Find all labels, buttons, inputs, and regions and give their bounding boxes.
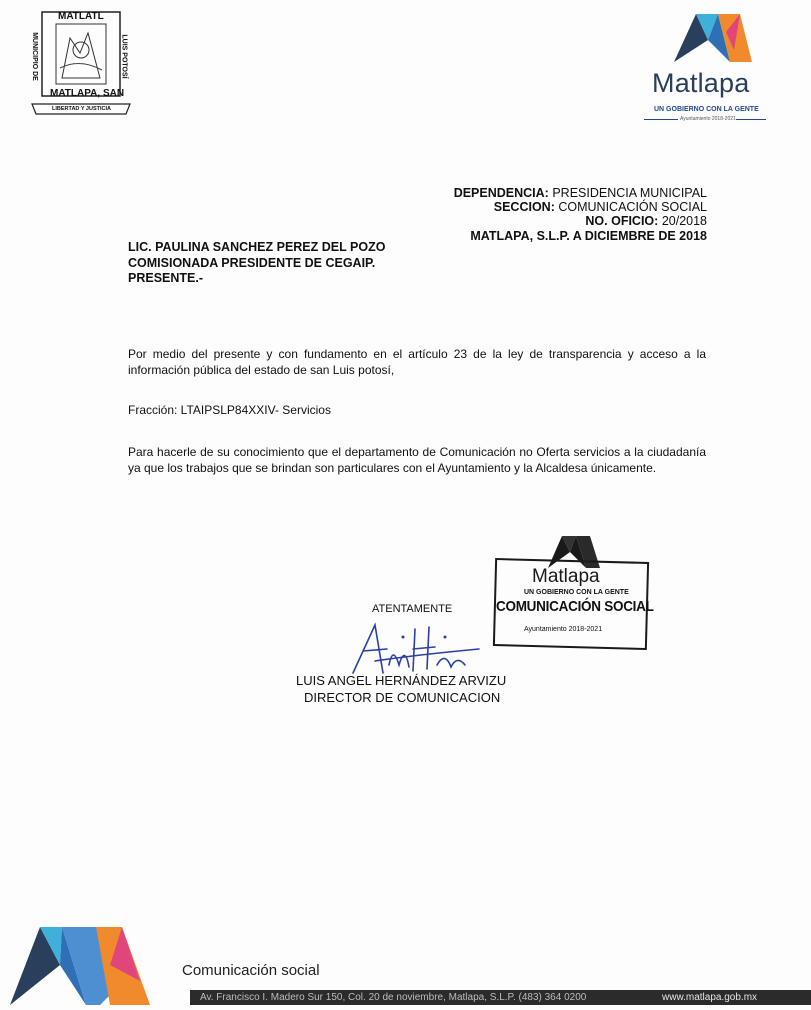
seal-side-left: MUNICIPIO DE xyxy=(30,32,38,81)
oficio-value: 20/2018 xyxy=(661,214,707,228)
recipient-name: LIC. PAULINA SANCHEZ PEREZ DEL POZO xyxy=(128,240,386,254)
footer-title: Comunicación social xyxy=(182,962,320,979)
stamp-period: Ayuntamiento 2018-2021 xyxy=(524,626,603,633)
department-stamp xyxy=(494,536,654,646)
oficio-label: NO. OFICIO: xyxy=(585,214,659,228)
paragraph-conocimiento xyxy=(128,444,706,476)
paragraph-conocimiento-line1: Para hacerle de su conocimiento que el departamento de Comunicación no Oferta servicios a la ciudadanía xyxy=(128,445,706,459)
stamp-department: COMUNICACIÓN SOCIAL xyxy=(496,598,654,615)
footer-logo-mark xyxy=(0,925,190,1005)
seal-name-top: MATLATL xyxy=(58,11,104,22)
matlapa-logo-mark xyxy=(640,10,770,70)
signer-name: LUIS ANGEL HERNÁNDEZ ARVIZU xyxy=(296,673,507,688)
header-oficio xyxy=(585,214,707,228)
closing-atentamente: ATENTAMENTE xyxy=(372,603,453,615)
logo-slogan: UN GOBIERNO CON LA GENTE xyxy=(654,106,759,113)
stamp-slogan: UN GOBIERNO CON LA GENTE xyxy=(524,589,629,596)
header-place-date: MATLAPA, S.L.P. A DICIEMBRE DE 2018 xyxy=(470,229,707,243)
dependencia-label: DEPENDENCIA: xyxy=(453,186,549,200)
paragraph-fundamento-line2: información pública del estado de san Luis potosí, xyxy=(128,363,395,377)
seal-name-bottom: MATLAPA, SAN xyxy=(50,88,125,99)
logo-period: Ayuntamiento 2018-2021 xyxy=(680,116,736,122)
municipal-seal xyxy=(30,8,140,120)
paragraph-conocimiento-line2: ya que los trabajos que se brindan son particulares con el Ayuntamiento y la Alcaldesa únicamente. xyxy=(128,461,657,475)
seal-motto: LIBERTAD Y JUSTICIA xyxy=(52,106,111,112)
stamp-wordmark: Matlapa xyxy=(532,566,600,587)
header-dependencia xyxy=(454,186,707,200)
recipient-title: COMISIONADA PRESIDENTE DE CEGAIP. xyxy=(128,256,376,270)
footer-logo xyxy=(0,925,190,1005)
footer-address: Av. Francisco I. Madero Sur 150, Col. 20 de noviembre, Matlapa, S.L.P. (483) 364 0200 xyxy=(200,992,587,1003)
paragraph-fundamento-line1: Por medio del presente y con fundamento en el artículo 23 de la ley de transparencia y acceso a la xyxy=(128,347,706,361)
paragraph-fundamento xyxy=(128,346,706,378)
seccion-value: COMUNICACIÓN SOCIAL xyxy=(558,200,707,214)
seal-side-right: LUIS POTOSÍ xyxy=(120,34,128,79)
logo-rule-right xyxy=(736,119,766,120)
matlapa-logo xyxy=(640,10,770,125)
recipient-greeting: PRESENTE.- xyxy=(128,271,204,285)
handwritten-signature xyxy=(345,615,485,680)
paragraph-fraccion: Fracción: LTAIPSLP84XXIV- Servicios xyxy=(128,403,331,417)
footer-website: www.matlapa.gob.mx xyxy=(662,992,758,1003)
dependencia-value: PRESIDENCIA MUNICIPAL xyxy=(552,186,707,200)
logo-wordmark: Matlapa xyxy=(652,68,750,98)
seccion-label: SECCION: xyxy=(493,200,555,214)
header-seccion xyxy=(494,200,707,214)
logo-rule-left xyxy=(644,119,678,120)
signer-position: DIRECTOR DE COMUNICACION xyxy=(304,690,501,705)
